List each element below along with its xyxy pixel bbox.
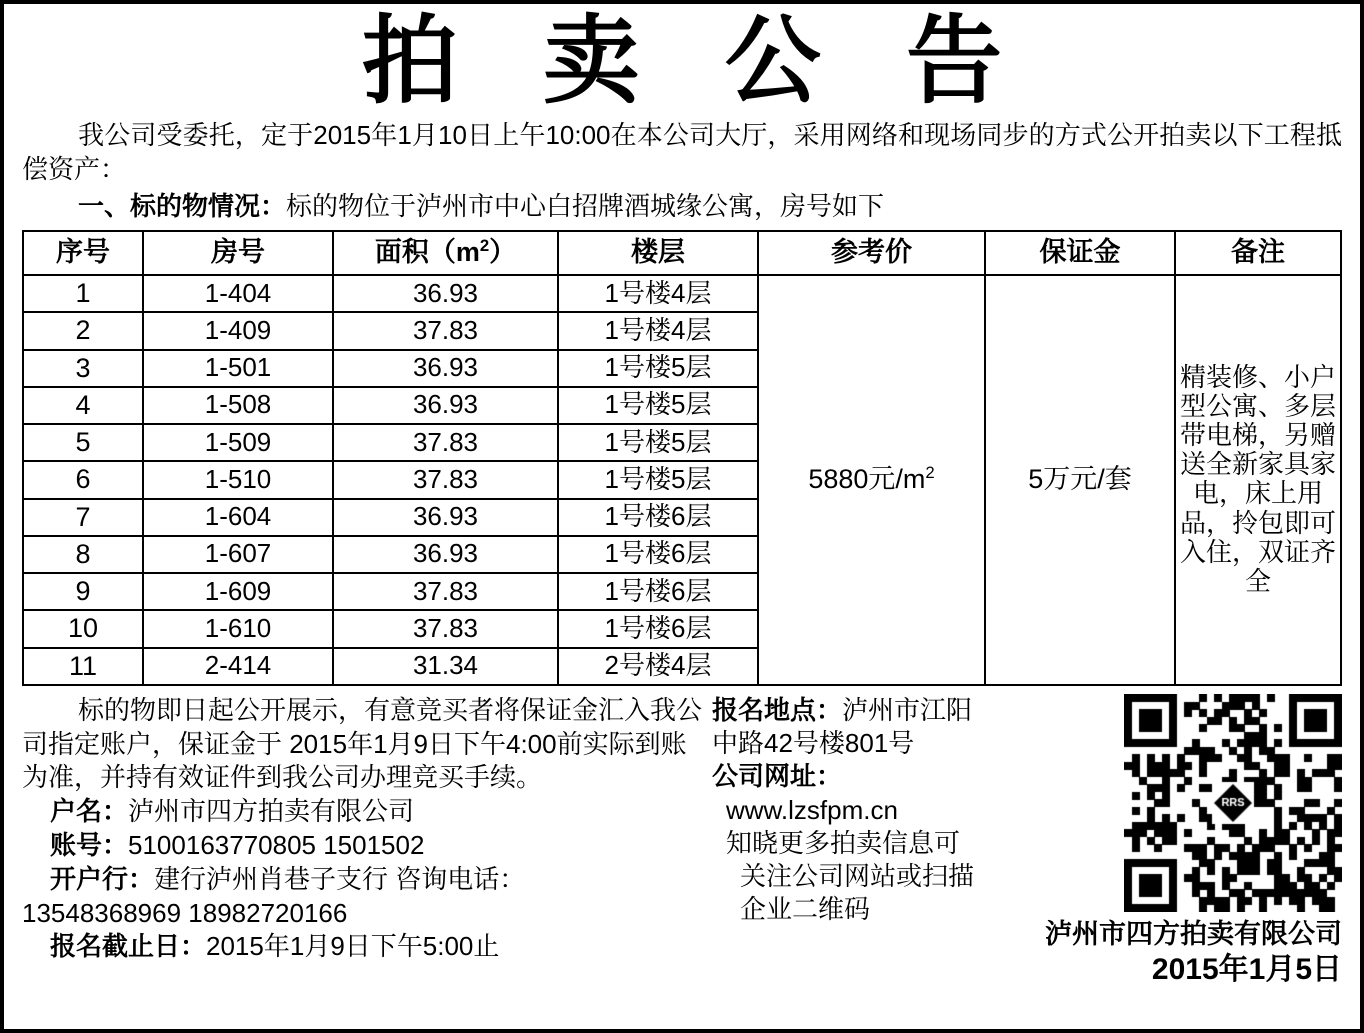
- cell-floor: 1号楼6层: [558, 610, 758, 647]
- bank-value: 建行泸州肖巷子支行 咨询电话：: [154, 863, 526, 894]
- account-number-value: 5100163770805 1501502: [128, 829, 425, 860]
- cell-no: 3: [23, 350, 143, 387]
- cell-area: 36.93: [333, 499, 558, 536]
- cell-no: 2: [23, 312, 143, 349]
- notes-column: [22, 694, 702, 988]
- cell-no: 10: [23, 610, 143, 647]
- qr-note-line1: 知晓更多拍卖信息可: [726, 827, 961, 858]
- col-header-no: 序号: [23, 231, 143, 275]
- footer-company: 泸州市四方拍卖有限公司: [1045, 918, 1342, 949]
- cell-deposit: 5万元/套: [985, 275, 1175, 685]
- cell-room: 1-609: [143, 573, 333, 610]
- cell-no: 1: [23, 275, 143, 312]
- deadline-row: [22, 930, 702, 964]
- cell-area: 31.34: [333, 648, 558, 685]
- cell-floor: 2号楼4层: [558, 648, 758, 685]
- cell-no: 5: [23, 424, 143, 461]
- qr-note-line2: 关注公司网站或扫描: [740, 861, 975, 892]
- intro-paragraph: [22, 118, 1342, 187]
- col-header-price: 参考价: [758, 231, 985, 275]
- cell-floor: 1号楼6层: [558, 536, 758, 573]
- cell-area: 37.83: [333, 461, 558, 498]
- cell-area: 36.93: [333, 350, 558, 387]
- cell-floor: 1号楼4层: [558, 312, 758, 349]
- contact-column: [702, 694, 1045, 988]
- cell-floor: 1号楼4层: [558, 275, 758, 312]
- cell-room: 1-510: [143, 461, 333, 498]
- cell-area: 37.83: [333, 424, 558, 461]
- cell-room: 2-414: [143, 648, 333, 685]
- address-label: 报名地点：: [712, 694, 843, 725]
- cell-room: 1-501: [143, 350, 333, 387]
- cell-area: 37.83: [333, 312, 558, 349]
- cell-no: 8: [23, 536, 143, 573]
- cell-no: 9: [23, 573, 143, 610]
- address-row-2: 中路42号楼801号: [712, 728, 915, 758]
- table-header-row: [23, 231, 1341, 275]
- cell-room: 1-607: [143, 536, 333, 573]
- bank-label: 开户行：: [50, 863, 155, 894]
- col-header-area: 面积$(m^2)$: [333, 231, 558, 275]
- section-one-text: 标的物位于泸州市中心白招牌酒城缘公寓，房号如下: [286, 190, 885, 221]
- col-header-floor: 楼层: [558, 231, 758, 275]
- cell-floor: 1号楼5层: [558, 350, 758, 387]
- qr-and-signature-column: [1045, 694, 1342, 988]
- account-name-value: 泸州市四方拍卖有限公司: [128, 796, 415, 827]
- cell-area: 37.83: [333, 610, 558, 647]
- intro-text: 我公司受委托，定于2015年1月10日上午10:00在本公司大厅，采用网络和现场同步的方式公开拍卖以下工程抵偿资产：: [22, 119, 1342, 185]
- cell-no: 7: [23, 499, 143, 536]
- col-header-deposit: 保证金: [985, 231, 1175, 275]
- section-one: [22, 189, 1342, 224]
- website-url[interactable]: www.lzsfpm.cn: [726, 794, 898, 825]
- cell-area: 36.93: [333, 275, 558, 312]
- cell-room: 1-610: [143, 610, 333, 647]
- page-title: 拍 卖 公 告: [361, 5, 1029, 117]
- cell-area: 36.93: [333, 387, 558, 424]
- cell-reference-price: 5880元$/m^2$: [758, 275, 985, 685]
- address-value-line1: 泸州市江阳: [842, 694, 973, 725]
- cell-no: 11: [23, 648, 143, 685]
- cell-floor: 1号楼5层: [558, 424, 758, 461]
- cell-room: 1-508: [143, 387, 333, 424]
- qr-note-line3: 企业二维码: [740, 894, 871, 925]
- cell-room: 1-604: [143, 499, 333, 536]
- cell-floor: 1号楼6层: [558, 499, 758, 536]
- col-header-remark: 备注: [1175, 231, 1341, 275]
- account-number-row: [22, 829, 702, 863]
- footer-date: 2015年1月5日: [1151, 953, 1342, 987]
- cell-room: 1-404: [143, 275, 333, 312]
- col-header-room: 房号: [143, 231, 333, 275]
- section-one-label: 一、标的物情况：: [78, 190, 287, 221]
- bottom-section: [22, 694, 1342, 988]
- website-value-row: [712, 794, 1045, 827]
- cell-area: 37.83: [333, 573, 558, 610]
- account-name-row: [22, 795, 702, 829]
- bank-row: [22, 863, 702, 897]
- qr-code-icon: [1124, 694, 1342, 912]
- lots-table: [22, 230, 1342, 686]
- deadline-value: 2015年1月9日下午5:00止: [206, 931, 500, 962]
- account-number-label: 账号：: [50, 829, 129, 860]
- cell-floor: 1号楼5层: [558, 387, 758, 424]
- phones-row: 13548368969 18982720166: [22, 897, 348, 928]
- website-label-row: 公司网址：: [712, 761, 843, 792]
- cell-room: 1-509: [143, 424, 333, 461]
- table-row: [23, 275, 1341, 312]
- notes-paragraph: 标的物即日起公开展示，有意竞买者将保证金汇入我公司指定账户，保证金于 2015年1月9日下午4:00前实际到账为准，并持有效证件到我公司办理竞买手续。: [22, 694, 703, 793]
- address-row: [712, 694, 1045, 727]
- cell-room: 1-409: [143, 312, 333, 349]
- cell-floor: 1号楼6层: [558, 573, 758, 610]
- account-name-label: 户名：: [50, 796, 129, 827]
- deadline-label: 报名截止日：: [50, 931, 207, 962]
- cell-remark: 精装修、小户型公寓、多层带电梯，另赠送全新家具家电，床上用品，拎包即可入住，双证齐全: [1175, 275, 1341, 685]
- cell-area: 36.93: [333, 536, 558, 573]
- cell-floor: 1号楼5层: [558, 461, 758, 498]
- cell-no: 6: [23, 461, 143, 498]
- cell-no: 4: [23, 387, 143, 424]
